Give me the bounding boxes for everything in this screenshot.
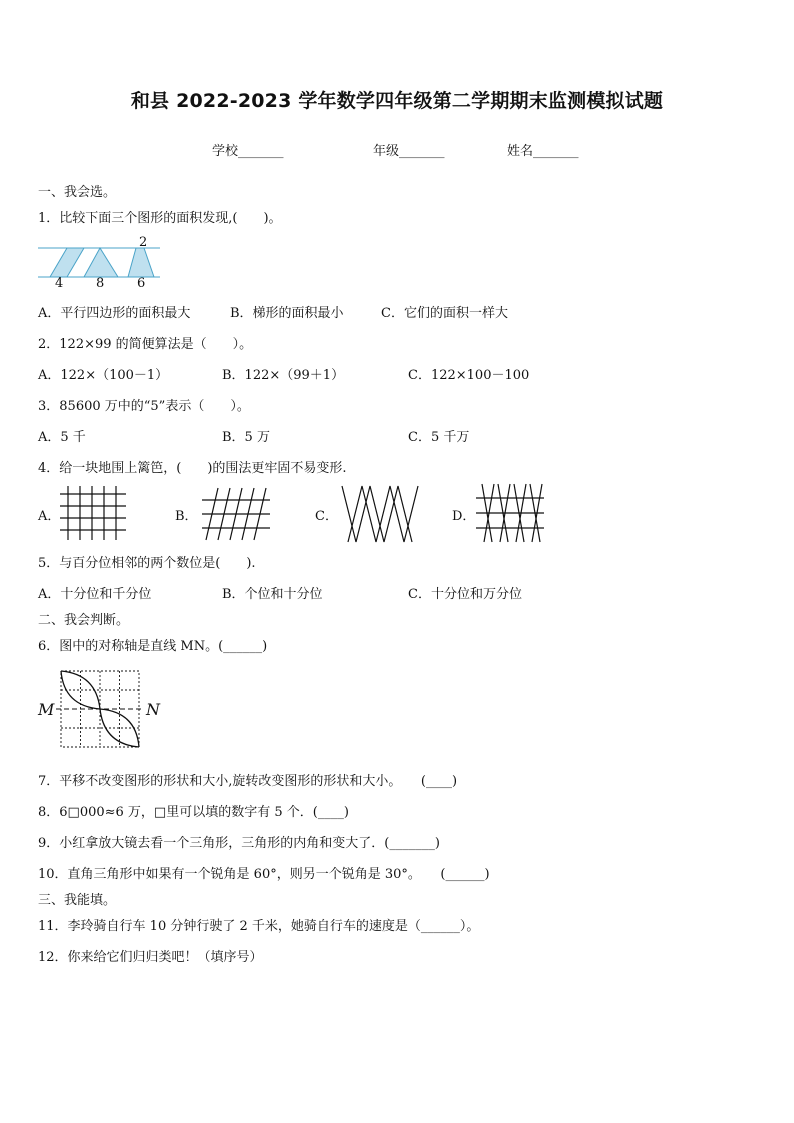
section-heading-choose: 一、我会选。 <box>38 185 117 200</box>
fence-grid-slanted <box>200 488 272 540</box>
question-2-option-b: B．122×（99＋1） <box>222 368 345 383</box>
question-3-text: 3．85600 万中的“5”表示（ ）。 <box>38 399 250 414</box>
question-7-text: 7．平移不改变图形的形状和大小,旋转改变图形的形状和大小。 (____) <box>38 774 458 789</box>
question-12-text: 12．你来给它们归归类吧！（填序号） <box>38 950 263 965</box>
question-4-option-a: A． <box>38 509 61 524</box>
symmetry-figure <box>58 670 144 748</box>
label-m: M <box>38 700 55 719</box>
section-heading-judge: 二、我会判断。 <box>38 613 130 628</box>
question-1-option-b: B．梯形的面积最小 <box>230 306 344 321</box>
page-title: 和县 2022-2023 学年数学四年级第二学期期末监测模拟试题 <box>130 90 664 112</box>
fence-cross-zigzag <box>340 486 420 542</box>
fence-grid-square <box>60 486 126 540</box>
school-field: 学校_______ <box>212 144 284 159</box>
question-5-option-b: B．个位和十分位 <box>222 587 323 602</box>
label-n: N <box>146 700 160 719</box>
question-3-option-b: B．5 万 <box>222 430 270 445</box>
question-10-text: 10．直角三角形中如果有一个锐角是 60°，则另一个锐角是 30°。 (______) <box>38 867 490 882</box>
question-5-option-c: C．十分位和万分位 <box>408 587 522 602</box>
name-field: 姓名_______ <box>507 144 579 159</box>
question-2-option-a: A．122×（100－1） <box>38 368 169 383</box>
question-4-option-d: D． <box>452 509 476 524</box>
figure-label-4: 4 <box>55 276 64 291</box>
question-8-text: 8．6□000≈6 万，□里可以填的数字有 5 个．(____) <box>38 805 349 820</box>
figure-label-8: 8 <box>96 276 105 291</box>
parallelogram-shape <box>50 248 84 277</box>
question-2-text: 2．122×99 的简便算法是（ ）。 <box>38 337 253 352</box>
question-5-text: 5．与百分位相邻的两个数位是( ). <box>38 556 256 571</box>
question-4-text: 4．给一块地围上篱笆，( )的围法更牢固不易变形. <box>38 461 347 476</box>
triangle-shape <box>84 248 118 277</box>
question-1-text: 1．比较下面三个图形的面积发现,( )。 <box>38 211 282 226</box>
question-1-option-c: C．它们的面积一样大 <box>381 306 508 321</box>
question-11-text: 11．李玲骑自行车 10 分钟行驶了 2 千米，她骑自行车的速度是（______）。 <box>38 919 480 934</box>
question-3-option-c: C．5 千万 <box>408 430 470 445</box>
trapezoid-shape <box>128 248 154 277</box>
section-heading-fill: 三、我能填。 <box>38 893 117 908</box>
question-6-text: 6．图中的对称轴是直线 MN。(______) <box>38 639 268 654</box>
figure-label-6: 6 <box>137 276 146 291</box>
fence-diamond-grid <box>476 484 544 542</box>
figure-label-2: 2 <box>139 235 148 250</box>
question-5-option-a: A．十分位和千分位 <box>38 587 152 602</box>
grade-field: 年级_______ <box>373 144 445 159</box>
question-9-text: 9．小红拿放大镜去看一个三角形，三角形的内角和变大了．(_______) <box>38 836 440 851</box>
question-4-option-b: B． <box>175 509 198 524</box>
question-1-option-a: A．平行四边形的面积最大 <box>38 306 191 321</box>
question-3-option-a: A．5 千 <box>38 430 86 445</box>
question-2-option-c: C．122×100－100 <box>408 368 530 383</box>
question-4-option-c: C． <box>315 509 338 524</box>
